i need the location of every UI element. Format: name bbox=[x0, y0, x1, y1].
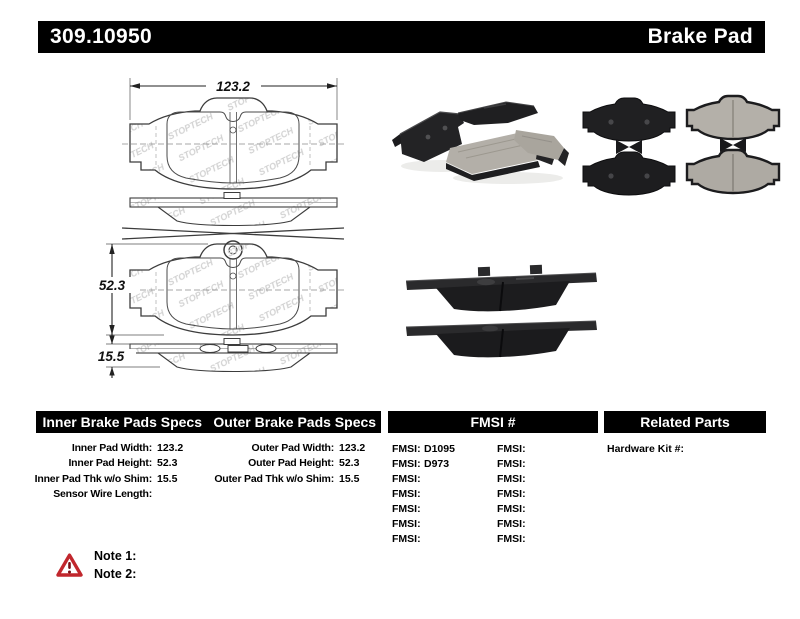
fmsi-label: FMSI: bbox=[497, 442, 526, 455]
spec-value: 52.3 bbox=[157, 457, 178, 470]
dimension-thickness bbox=[86, 333, 160, 378]
fmsi-label: FMSI: bbox=[497, 457, 526, 470]
fmsi-label: FMSI: bbox=[392, 457, 421, 470]
pad-side-view bbox=[130, 193, 337, 226]
spec-label: Sensor Wire Length: bbox=[53, 488, 152, 501]
fmsi-value: D973 bbox=[424, 457, 450, 470]
spec-row bbox=[32, 456, 183, 472]
fmsi-column-left bbox=[392, 441, 455, 546]
spec-value: 15.5 bbox=[157, 472, 178, 485]
specs-header-bar bbox=[36, 411, 381, 433]
product-photo-flat-set bbox=[578, 90, 783, 200]
spec-row bbox=[32, 487, 183, 503]
spec-label: Inner Pad Width: bbox=[71, 441, 152, 454]
spec-value: 52.3 bbox=[339, 457, 360, 470]
dim-width-label: 123.2 bbox=[216, 79, 250, 94]
fmsi-row bbox=[392, 486, 455, 501]
spec-value: 123.2 bbox=[157, 441, 184, 454]
fmsi-row bbox=[497, 516, 529, 531]
spec-label: Inner Pad Thk w/o Shim: bbox=[34, 472, 152, 485]
technical-drawing bbox=[60, 70, 360, 390]
pad-side-view-2 bbox=[130, 339, 337, 372]
spec-label: Outer Pad Width: bbox=[251, 441, 334, 454]
fmsi-row bbox=[497, 531, 529, 546]
note-1 bbox=[94, 549, 136, 563]
fmsi-row bbox=[497, 456, 529, 471]
fmsi-label: FMSI: bbox=[392, 502, 421, 515]
product-name: Brake Pad bbox=[647, 25, 753, 48]
fmsi-row bbox=[392, 501, 455, 516]
spec-label: Outer Pad Height: bbox=[248, 457, 334, 470]
outer-specs-table bbox=[214, 440, 365, 487]
fmsi-label: FMSI: bbox=[392, 487, 421, 500]
fmsi-row bbox=[392, 471, 455, 486]
warning-icon bbox=[56, 553, 83, 578]
fmsi-label: FMSI: bbox=[497, 532, 526, 545]
fmsi-row bbox=[497, 486, 529, 501]
fmsi-row bbox=[392, 456, 455, 471]
spec-value: 15.5 bbox=[339, 472, 360, 485]
spec-label: Inner Pad Height: bbox=[68, 457, 152, 470]
related-label: Hardware Kit #: bbox=[607, 442, 685, 455]
related-parts-table bbox=[607, 441, 689, 456]
page-header-bar bbox=[38, 21, 765, 53]
fmsi-row bbox=[392, 516, 455, 531]
note-1-label: Note 1: bbox=[94, 549, 137, 563]
fmsi-label: FMSI: bbox=[392, 532, 421, 545]
side-view-clips bbox=[200, 345, 276, 353]
spec-label: Outer Pad Thk w/o Shim: bbox=[214, 472, 334, 485]
note-2 bbox=[94, 567, 136, 581]
fmsi-label: FMSI: bbox=[392, 442, 421, 455]
product-photo-angled bbox=[388, 96, 578, 191]
inner-specs-table bbox=[32, 440, 183, 502]
outer-specs-title: Outer Brake Pads Specs bbox=[213, 414, 377, 430]
fmsi-header-bar: FMSI # bbox=[388, 411, 598, 433]
pad-front-view-2 bbox=[122, 244, 344, 335]
fmsi-row bbox=[392, 441, 455, 456]
related-parts-header-bar: Related Parts bbox=[604, 411, 766, 433]
fmsi-label: FMSI: bbox=[392, 517, 421, 530]
fmsi-row bbox=[497, 441, 529, 456]
inner-specs-title: Inner Brake Pads Specs bbox=[42, 414, 203, 430]
pad-front-view bbox=[122, 98, 344, 189]
spec-row bbox=[214, 456, 365, 472]
spec-row bbox=[32, 471, 183, 487]
fmsi-label: FMSI: bbox=[497, 472, 526, 485]
fmsi-label: FMSI: bbox=[497, 487, 526, 500]
fmsi-label: FMSI: bbox=[497, 517, 526, 530]
spec-row bbox=[214, 440, 365, 456]
fmsi-label: FMSI: bbox=[392, 472, 421, 485]
fmsi-row bbox=[392, 531, 455, 546]
product-photo-edge bbox=[398, 255, 606, 365]
fmsi-label: FMSI: bbox=[497, 502, 526, 515]
fmsi-row bbox=[497, 501, 529, 516]
spec-row bbox=[214, 471, 365, 487]
fmsi-value: D1095 bbox=[424, 442, 455, 455]
fmsi-column-right bbox=[497, 441, 529, 546]
dim-thickness-label: 15.5 bbox=[97, 349, 125, 364]
related-row bbox=[607, 441, 689, 456]
fmsi-row bbox=[497, 471, 529, 486]
note-2-label: Note 2: bbox=[94, 567, 137, 581]
spec-row bbox=[32, 440, 183, 456]
part-number: 309.10950 bbox=[50, 25, 152, 48]
dim-height-label: 52.3 bbox=[98, 278, 126, 293]
spec-value: 123.2 bbox=[339, 441, 366, 454]
